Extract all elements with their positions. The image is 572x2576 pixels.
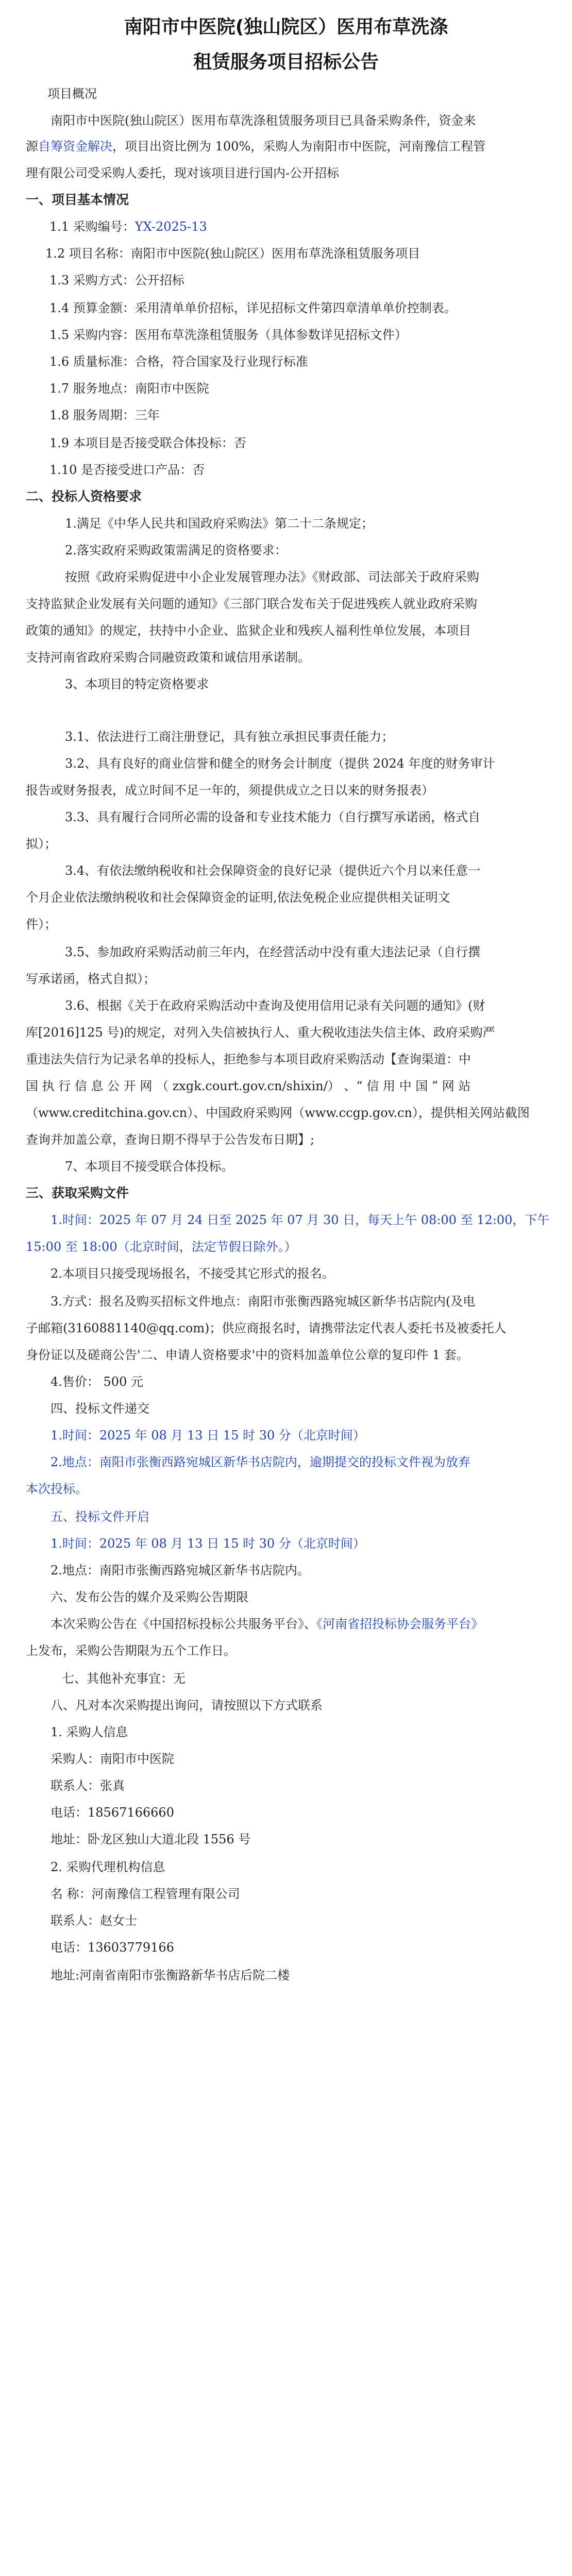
- s3-method-l1: 3.方式：报名及购买招标文件地点：南阳市张衡西路宛城区新华书店院内(及电: [51, 1294, 476, 1309]
- section-4-heading: 四、投标文件递交: [51, 1401, 149, 1416]
- henan-platform-link[interactable]: 《河南省招投标协会服务平台》: [316, 1617, 483, 1631]
- section-8-heading: 八、凡对本次采购提出询问，请按照以下方式联系: [51, 1698, 323, 1713]
- purchaser-name: 采购人：南阳市中医院: [51, 1752, 174, 1766]
- section-7-heading: 七、其他补充事宜：无: [62, 1671, 186, 1686]
- s1-item-4: 1.4 预算金额：采用清单单价招标，详见招标文件第四章清单单价控制表。: [49, 301, 457, 315]
- overview-line1: 南阳市中医院(独山院区）医用布草洗涤租赁服务项目已具备采购条件，资金来: [51, 113, 476, 128]
- s6-media-l2-pre: 上: [26, 1643, 38, 1658]
- agency-address: 地址:河南省南阳市张衡路新华书店后院二楼: [51, 1968, 290, 1982]
- overview-line2-post: ，项目出资比例为 100%，采购人为南阳市中医院，河南豫信工程管: [112, 139, 486, 154]
- s2-q6-l2: 库[2016]125 号)的规定，对列入失信被执行人、重大税收违法失信主体、政府采购严: [26, 1025, 495, 1040]
- purchaser-contact: 联系人：张真: [51, 1778, 125, 1793]
- s3-time-l1: 1.时间：2025 年 07 月 24 日至 2025 年 07 月 30 日，每天上午 08:00 至 12:00，下午: [51, 1213, 550, 1227]
- procurement-number: YX-2025-13: [134, 219, 207, 234]
- s2-req-2: 2.落实政府采购政策需满足的资格要求：: [65, 543, 287, 557]
- s1-item-3: 1.3 采购方式：公开招标: [49, 273, 184, 287]
- overview-line2-pre: 源: [26, 139, 38, 154]
- s1-item-10: 1.10 是否接受进口产品：否: [49, 463, 205, 477]
- section-1-heading: 一、项目基本情况: [26, 192, 129, 207]
- s6-media-pre: 本次采购公告在《中国招标投标公共服务平台》、: [51, 1617, 316, 1631]
- section-5-heading: 五、投标文件开启: [51, 1510, 149, 1524]
- s2-q4-l3: 件）；: [26, 917, 57, 931]
- s2-req-2-detail-l3: 政策的通知》的规定，扶持中小企业、监狱企业和残疾人福利性单位发展，本项目: [26, 623, 471, 638]
- s4-time: 1.时间：2025 年 08 月 13 日 15 时 30 分（北京时间）: [51, 1428, 365, 1443]
- s2-q6-l6: 查询并加盖公章，查询日期不得早于公告发布日期】;: [26, 1132, 315, 1147]
- s4-place-l2: 本次投标。: [26, 1482, 88, 1496]
- s3-price: 4.售价： 500 元: [51, 1375, 143, 1389]
- s3-method-l3: 身份证以及磋商公告'二、申请人资格要求'中的资料加盖单位公章的复印件 1 套。: [26, 1348, 469, 1362]
- s2-q3-l1: 3.3、具有履行合同所必需的设备和专业技术能力（自行撰写承诺函，格式自: [65, 810, 481, 824]
- agency-name: 名 称：河南豫信工程管理有限公司: [51, 1887, 240, 1901]
- funding-source-link[interactable]: 自筹资金解决: [38, 139, 112, 154]
- s3-time-l2: 15:00 至 18:00（北京时间，法定节假日除外。）: [26, 1240, 297, 1254]
- overview-line3: 理有限公司受采购人委托，现对该项目进行国内-公开招标: [26, 166, 340, 180]
- s2-req-1: 1.满足《中华人民共和国政府采购法》第二十二条规定；: [65, 516, 374, 531]
- s2-q2-l1: 3.2、具有良好的商业信誉和健全的财务会计制度（提供 2024 年度的财务审计: [65, 756, 495, 771]
- s6-media-l2-post: 发布，采购公告期限为五个工作日。: [38, 1643, 236, 1658]
- s6-media-l2: [26, 1639, 236, 1662]
- s5-time: 1.时间：2025 年 08 月 13 日 15 时 30 分（北京时间）: [51, 1536, 365, 1551]
- s2-req-2-detail-l1: 按照《政府采购促进中小企业发展管理办法》《财政部、司法部关于政府采购: [65, 570, 479, 584]
- section-2-heading: 二、投标人资格要求: [26, 489, 142, 504]
- agency-info-heading: 2. 采购代理机构信息: [51, 1860, 165, 1874]
- s2-req-2-detail-l2: 支持监狱企业发展有关问题的通知》《三部门联合发布关于促进残疾人就业政府采购: [26, 597, 477, 611]
- s2-special-heading: 3、本项目的特定资格要求: [65, 677, 209, 691]
- s3-onsite-only: 2.本项目只接受现场报名，不接受其它形式的报名。: [51, 1266, 334, 1281]
- s2-q1: 3.1、依法进行工商注册登记，具有独立承担民事责任能力；: [65, 730, 394, 744]
- agency-phone: 电话：13603779166: [51, 1940, 174, 1955]
- s2-q5-l2: 写承诺函，格式自拟）；: [26, 972, 156, 986]
- s1-item-6: 1.6 质量标准：合格，符合国家及行业现行标准: [49, 354, 308, 369]
- s1-item-8: 1.8 服务周期：三年: [49, 408, 160, 422]
- s1-item-1-label: 1.1 采购编号：: [49, 219, 135, 234]
- s2-q6-l5: （www.creditchina.gov.cn）、中国政府采购网（www.ccgp.gov.cn），提供相关网站截图: [26, 1106, 530, 1120]
- purchaser-phone: 电话：18567166660: [51, 1805, 174, 1820]
- section-6-heading: 六、发布公告的媒介及采购公告期限: [51, 1590, 248, 1604]
- s4-place-l1: 2.地点：南阳市张衡西路宛城区新华书店院内，逾期提交的投标文件视为放弃: [51, 1455, 470, 1469]
- s2-q2-l2: 报告或财务报表，成立时间不足一年的，须提供成立之日以来的财务报表）: [26, 783, 434, 798]
- overview-line2: [26, 135, 485, 158]
- doc-title-line1: 南阳市中医院(独山院区）医用布草洗涤: [124, 16, 448, 38]
- s3-method-l2: 子邮箱(3160881140@qq.com)；供应商报名时，请携带法定代表人委托书及被委托人: [26, 1321, 507, 1335]
- s5-place: 2.地点：南阳市张衡西路宛城区新华书店院内。: [51, 1563, 310, 1578]
- s1-item-2: 1.2 项目名称：南阳市中医院(独山院区）医用布草洗涤租赁服务项目: [45, 246, 420, 261]
- s2-req-2-detail-l4: 支持河南省政府采购合同融资政策和诚信用承诺制。: [26, 650, 310, 665]
- section-3-heading: 三、获取采购文件: [26, 1185, 129, 1200]
- s2-q3-l2: 拟）；: [26, 837, 57, 851]
- doc-title-line2: 租赁服务项目招标公告: [193, 52, 379, 73]
- s2-q6-l4: 国 执 行 信 息 公 开 网 （ zxgk.court.gov.cn/shixin/） 、“ 信 用 中 国 ” 网 站: [26, 1079, 471, 1093]
- s1-item-5: 1.5 采购内容：医用布草洗涤租赁服务（具体参数详见招标文件）: [49, 328, 407, 342]
- s1-item-9: 1.9 本项目是否接受联合体投标：否: [49, 436, 246, 450]
- s2-q4-l1: 3.4、有依法缴纳税收和社会保障资金的良好记录（提供近六个月以来任意一: [65, 863, 481, 878]
- agency-contact: 联系人：赵女士: [51, 1913, 137, 1928]
- s2-q7: 7、本项目不接受联合体投标。: [65, 1159, 234, 1174]
- s1-item-1: [49, 215, 207, 238]
- purchaser-address: 地址：卧龙区独山大道北段 1556 号: [51, 1832, 251, 1846]
- s2-q6-l1: 3.6、根据《关于在政府采购活动中查询及使用信用记录有关问题的通知》(财: [65, 998, 485, 1013]
- overview-heading: 项目概况: [47, 87, 97, 101]
- s2-q5-l1: 3.5、参加政府采购活动前三年内，在经营活动中没有重大违法记录（自行撰: [65, 945, 481, 959]
- purchaser-info-heading: 1. 采购人信息: [51, 1725, 128, 1739]
- s1-item-7: 1.7 服务地点：南阳市中医院: [49, 381, 209, 396]
- s6-media-l1: [51, 1613, 483, 1635]
- s2-q4-l2: 个月企业依法缴纳税收和社会保障资金的证明,依法免税企业应提供相关证明文: [26, 890, 450, 905]
- s2-q6-l3: 重违法失信行为记录名单的投标人，拒绝参与本项目政府采购活动【查询渠道：中: [26, 1052, 471, 1066]
